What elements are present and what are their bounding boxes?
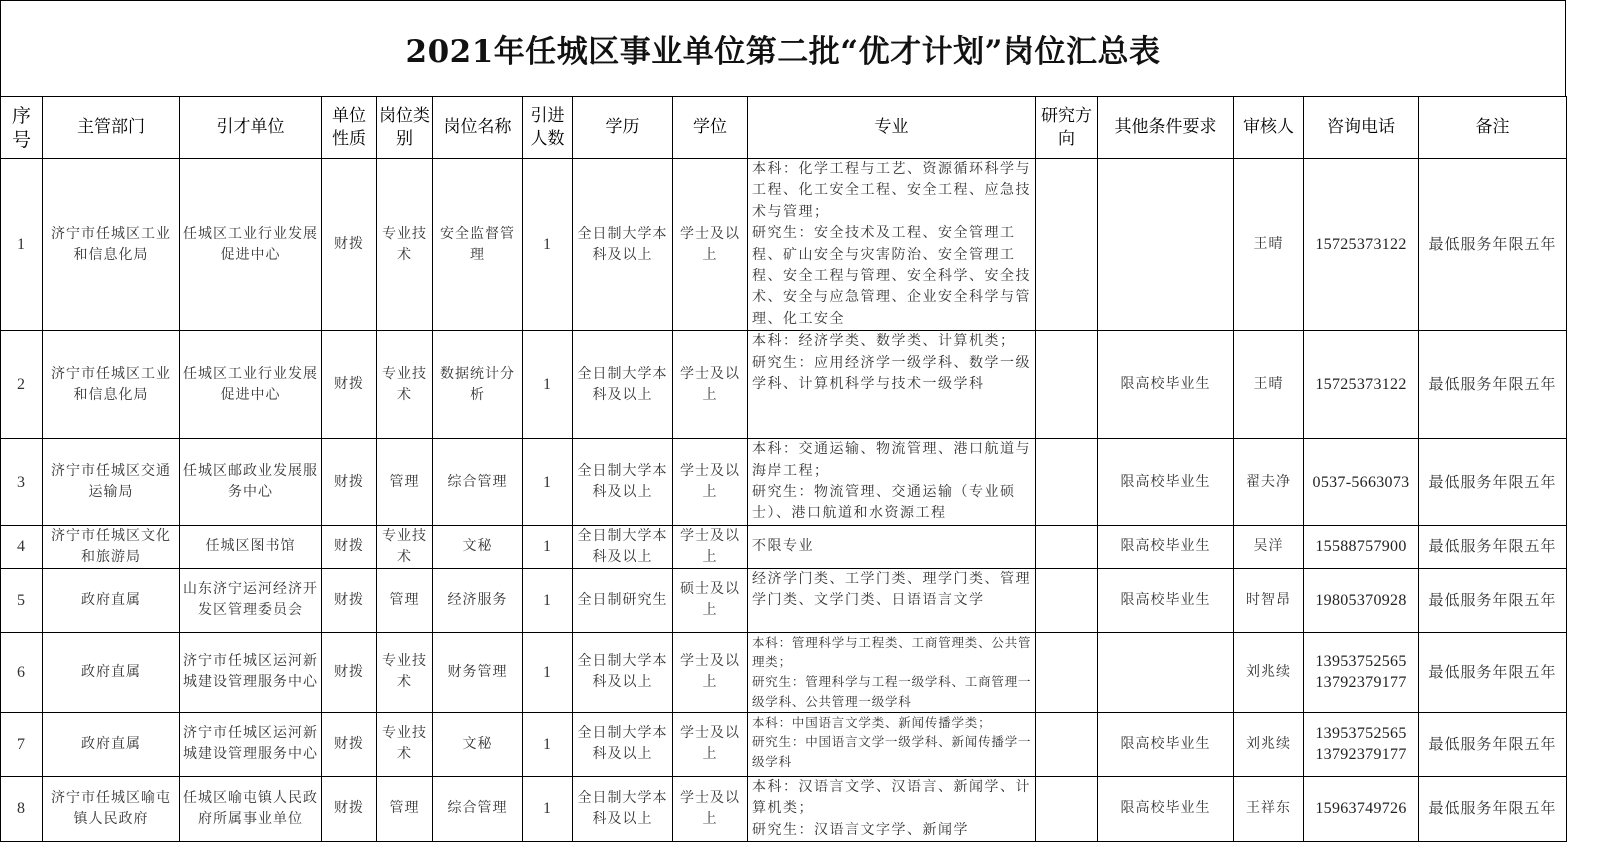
table-row xyxy=(1,331,1567,439)
cell-note: 最低服务年限五年 xyxy=(1419,525,1567,568)
header-phone: 咨询电话 xyxy=(1304,97,1419,159)
cell-direction xyxy=(1036,776,1098,841)
cell-other: 限高校毕业生 xyxy=(1098,568,1234,632)
cell-unit: 任城区工业行业发展促进中心 xyxy=(180,331,322,439)
cell-unit: 任城区喻屯镇人民政府所属事业单位 xyxy=(180,776,322,841)
cell-direction xyxy=(1036,159,1098,331)
cell-no: 7 xyxy=(1,712,43,776)
cell-reviewer: 王晴 xyxy=(1234,159,1304,331)
header-nature: 单位性质 xyxy=(322,97,377,159)
cell-dept: 济宁市任城区文化和旅游局 xyxy=(43,525,180,568)
cell-no: 3 xyxy=(1,439,43,526)
cell-nature: 财拨 xyxy=(322,331,377,439)
cell-unit: 任城区图书馆 xyxy=(180,525,322,568)
cell-count: 1 xyxy=(523,159,573,331)
cell-count: 1 xyxy=(523,568,573,632)
cell-major: 经济学门类、工学门类、理学门类、管理学门类、文学门类、日语语言文学 xyxy=(748,568,1036,632)
cell-reviewer: 刘兆续 xyxy=(1234,712,1304,776)
cell-note: 最低服务年限五年 xyxy=(1419,776,1567,841)
cell-degree: 学士及以上 xyxy=(673,159,748,331)
cell-phone: 15963749726 xyxy=(1304,776,1419,841)
cell-unit: 任城区邮政业发展服务中心 xyxy=(180,439,322,526)
cell-edu: 全日制大学本科及以上 xyxy=(573,776,673,841)
cell-position: 安全监督管理 xyxy=(433,159,523,331)
cell-category: 管理 xyxy=(377,776,433,841)
cell-phone: 19805370928 xyxy=(1304,568,1419,632)
table-row xyxy=(1,568,1567,632)
cell-reviewer: 吴洋 xyxy=(1234,525,1304,568)
cell-position: 文秘 xyxy=(433,525,523,568)
cell-note: 最低服务年限五年 xyxy=(1419,439,1567,526)
cell-major: 本科：管理科学与工程类、工商管理类、公共管理类； 研究生：管理科学与工程一级学科、工商管理一级学科、公共管理一级学科 xyxy=(748,632,1036,712)
cell-other: 限高校毕业生 xyxy=(1098,712,1234,776)
cell-dept: 济宁市任城区工业和信息化局 xyxy=(43,159,180,331)
cell-degree: 硕士及以上 xyxy=(673,568,748,632)
cell-edu: 全日制大学本科及以上 xyxy=(573,632,673,712)
cell-category: 专业技术 xyxy=(377,712,433,776)
cell-unit: 任城区工业行业发展促进中心 xyxy=(180,159,322,331)
cell-nature: 财拨 xyxy=(322,632,377,712)
cell-direction xyxy=(1036,525,1098,568)
cell-no: 8 xyxy=(1,776,43,841)
header-reviewer: 审核人 xyxy=(1234,97,1304,159)
cell-degree: 学士及以上 xyxy=(673,439,748,526)
cell-degree: 学士及以上 xyxy=(673,525,748,568)
cell-note: 最低服务年限五年 xyxy=(1419,159,1567,331)
cell-major: 本科：中国语言文学类、新闻传播学类； 研究生：中国语言文学一级学科、新闻传播学一级学科 xyxy=(748,712,1036,776)
cell-dept: 政府直属 xyxy=(43,632,180,712)
cell-category: 专业技术 xyxy=(377,331,433,439)
cell-unit: 济宁市任城区运河新城建设管理服务中心 xyxy=(180,712,322,776)
cell-nature: 财拨 xyxy=(322,525,377,568)
cell-other: 限高校毕业生 xyxy=(1098,331,1234,439)
cell-count: 1 xyxy=(523,632,573,712)
cell-reviewer: 时智昂 xyxy=(1234,568,1304,632)
cell-phone: 0537-5663073 xyxy=(1304,439,1419,526)
cell-dept: 济宁市任城区交通运输局 xyxy=(43,439,180,526)
title-bar xyxy=(0,0,1566,96)
cell-direction xyxy=(1036,712,1098,776)
cell-nature: 财拨 xyxy=(322,712,377,776)
table-row xyxy=(1,712,1567,776)
cell-reviewer: 翟夫净 xyxy=(1234,439,1304,526)
cell-count: 1 xyxy=(523,439,573,526)
cell-other: 限高校毕业生 xyxy=(1098,439,1234,526)
cell-edu: 全日制大学本科及以上 xyxy=(573,331,673,439)
cell-nature: 财拨 xyxy=(322,439,377,526)
table-row xyxy=(1,439,1567,526)
header-count: 引进人数 xyxy=(523,97,573,159)
cell-position: 综合管理 xyxy=(433,776,523,841)
cell-position: 财务管理 xyxy=(433,632,523,712)
header-category: 岗位类别 xyxy=(377,97,433,159)
header-unit: 引才单位 xyxy=(180,97,322,159)
cell-nature: 财拨 xyxy=(322,776,377,841)
cell-other: 限高校毕业生 xyxy=(1098,525,1234,568)
cell-phone: 15725373122 xyxy=(1304,331,1419,439)
cell-note: 最低服务年限五年 xyxy=(1419,568,1567,632)
cell-major: 本科：汉语言文学、汉语言、新闻学、计算机类； 研究生：汉语言文字学、新闻学 xyxy=(748,776,1036,841)
cell-note: 最低服务年限五年 xyxy=(1419,632,1567,712)
table-row xyxy=(1,159,1567,331)
cell-no: 2 xyxy=(1,331,43,439)
cell-note: 最低服务年限五年 xyxy=(1419,331,1567,439)
cell-phone: 13953752565 13792379177 xyxy=(1304,712,1419,776)
cell-position: 文秘 xyxy=(433,712,523,776)
cell-phone: 15725373122 xyxy=(1304,159,1419,331)
positions-table xyxy=(0,96,1567,842)
header-edu: 学历 xyxy=(573,97,673,159)
header-no: 序号 xyxy=(1,97,43,159)
header-other: 其他条件要求 xyxy=(1098,97,1234,159)
cell-position: 综合管理 xyxy=(433,439,523,526)
cell-category: 专业技术 xyxy=(377,159,433,331)
header-note: 备注 xyxy=(1419,97,1567,159)
cell-category: 管理 xyxy=(377,568,433,632)
cell-edu: 全日制大学本科及以上 xyxy=(573,439,673,526)
cell-no: 6 xyxy=(1,632,43,712)
header-degree: 学位 xyxy=(673,97,748,159)
header-dept: 主管部门 xyxy=(43,97,180,159)
table-row xyxy=(1,525,1567,568)
cell-unit: 济宁市任城区运河新城建设管理服务中心 xyxy=(180,632,322,712)
cell-major: 本科：交通运输、物流管理、港口航道与海岸工程； 研究生：物流管理、交通运输（专业硕士）、港口航道和水资源工程 xyxy=(748,439,1036,526)
header-row xyxy=(1,97,1567,159)
cell-note: 最低服务年限五年 xyxy=(1419,712,1567,776)
cell-reviewer: 王晴 xyxy=(1234,331,1304,439)
cell-position: 经济服务 xyxy=(433,568,523,632)
cell-category: 专业技术 xyxy=(377,525,433,568)
cell-major: 本科：经济学类、数学类、计算机类； 研究生：应用经济学一级学科、数学一级学科、计算机科学与技术一级学科 xyxy=(748,331,1036,439)
cell-reviewer: 王祥东 xyxy=(1234,776,1304,841)
cell-count: 1 xyxy=(523,331,573,439)
cell-dept: 济宁市任城区喻屯镇人民政府 xyxy=(43,776,180,841)
cell-degree: 学士及以上 xyxy=(673,632,748,712)
cell-count: 1 xyxy=(523,712,573,776)
cell-degree: 学士及以上 xyxy=(673,776,748,841)
cell-dept: 政府直属 xyxy=(43,568,180,632)
cell-direction xyxy=(1036,632,1098,712)
cell-degree: 学士及以上 xyxy=(673,331,748,439)
cell-major: 不限专业 xyxy=(748,525,1036,568)
cell-nature: 财拨 xyxy=(322,568,377,632)
cell-phone: 15588757900 xyxy=(1304,525,1419,568)
table-row xyxy=(1,632,1567,712)
cell-dept: 政府直属 xyxy=(43,712,180,776)
cell-other xyxy=(1098,159,1234,331)
page-title: 2021年任城区事业单位第二批“优才计划”岗位汇总表 xyxy=(405,34,1161,70)
cell-reviewer: 刘兆续 xyxy=(1234,632,1304,712)
cell-no: 5 xyxy=(1,568,43,632)
cell-other xyxy=(1098,632,1234,712)
cell-edu: 全日制研究生 xyxy=(573,568,673,632)
cell-count: 1 xyxy=(523,776,573,841)
cell-direction xyxy=(1036,568,1098,632)
cell-category: 管理 xyxy=(377,439,433,526)
table-row xyxy=(1,776,1567,841)
cell-category: 专业技术 xyxy=(377,632,433,712)
cell-dept: 济宁市任城区工业和信息化局 xyxy=(43,331,180,439)
header-major: 专业 xyxy=(748,97,1036,159)
cell-direction xyxy=(1036,439,1098,526)
cell-edu: 全日制大学本科及以上 xyxy=(573,159,673,331)
cell-position: 数据统计分析 xyxy=(433,331,523,439)
cell-edu: 全日制大学本科及以上 xyxy=(573,525,673,568)
cell-count: 1 xyxy=(523,525,573,568)
cell-no: 1 xyxy=(1,159,43,331)
header-position: 岗位名称 xyxy=(433,97,523,159)
cell-phone: 13953752565 13792379177 xyxy=(1304,632,1419,712)
cell-other: 限高校毕业生 xyxy=(1098,776,1234,841)
cell-unit: 山东济宁运河经济开发区管理委员会 xyxy=(180,568,322,632)
cell-direction xyxy=(1036,331,1098,439)
cell-edu: 全日制大学本科及以上 xyxy=(573,712,673,776)
cell-degree: 学士及以上 xyxy=(673,712,748,776)
cell-no: 4 xyxy=(1,525,43,568)
cell-major: 本科：化学工程与工艺、资源循环科学与工程、化工安全工程、安全工程、应急技术与管理； 研究生：安全技术及工程、安全管理工程、矿山安全与灾害防治、安全管理工程、安全工程与管理、安全科学、安全技术、安全与应急管理、企业安全科学与管理、化工安全 xyxy=(748,159,1036,331)
cell-nature: 财拨 xyxy=(322,159,377,331)
header-direction: 研究方向 xyxy=(1036,97,1098,159)
